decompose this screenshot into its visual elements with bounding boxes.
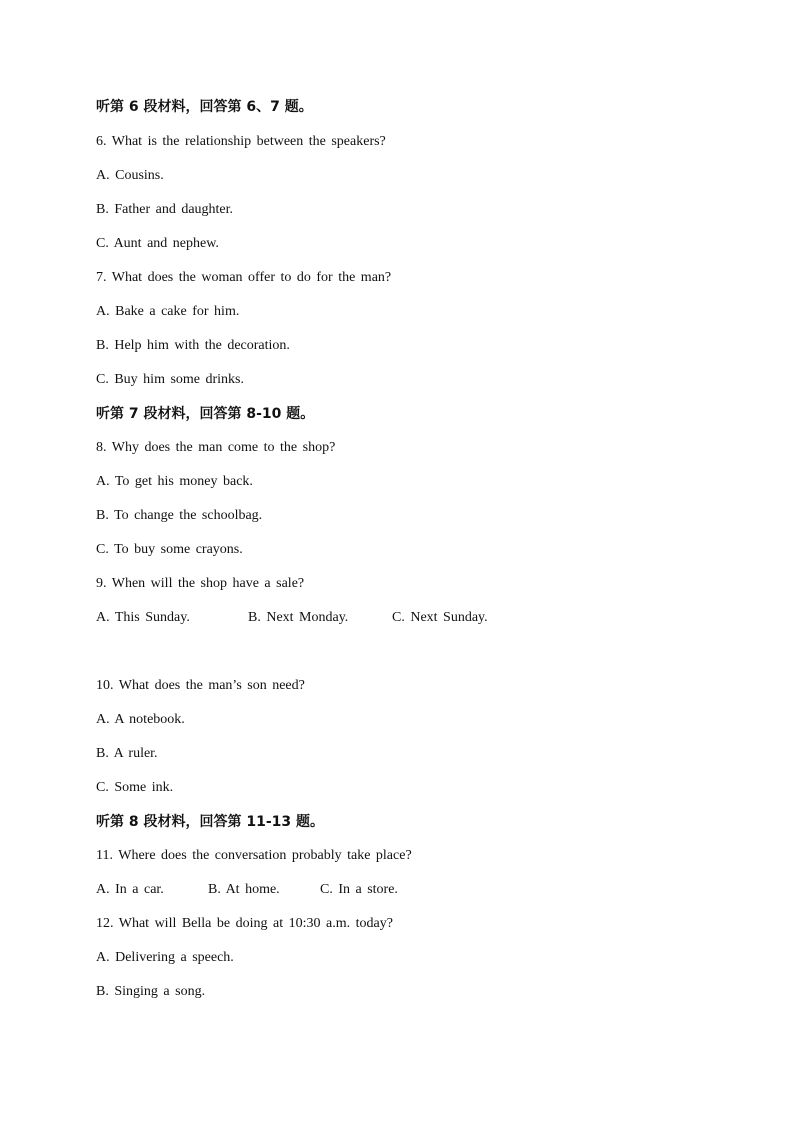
option-10a: A. A notebook. (96, 712, 185, 727)
section-heading: 听第 7 段材料，回答第 8-10 题。 (96, 406, 315, 422)
option-9a: A. This Sunday. (96, 610, 190, 625)
question-8: 8. Why does the man come to the shop? (96, 440, 336, 455)
option-7c: C. Buy him some drinks. (96, 372, 245, 387)
option-10b: B. A ruler. (96, 746, 158, 761)
section-heading: 听第 6 段材料，回答第 6、7 题。 (96, 99, 313, 115)
question-9: 9. When will the shop have a sale? (96, 576, 305, 591)
option-8b: B. To change the schoolbag. (96, 508, 263, 523)
option-10c: C. Some ink. (96, 780, 174, 795)
question-6: 6. What is the relationship between the speakers? (96, 134, 386, 149)
option-11c: C. In a store. (320, 882, 398, 897)
question-10: 10. What does the man’s son need? (96, 678, 305, 693)
option-12a: A. Delivering a speech. (96, 950, 234, 965)
option-12b: B. Singing a song. (96, 984, 206, 999)
section-heading: 听第 8 段材料，回答第 11-13 题。 (96, 814, 325, 830)
question-11: 11. Where does the conversation probably take place? (96, 848, 412, 863)
option-8a: A. To get his money back. (96, 474, 253, 489)
option-9b: B. Next Monday. (248, 610, 349, 625)
option-11b: B. At home. (208, 882, 280, 897)
option-6b: B. Father and daughter. (96, 202, 234, 217)
option-8c: C. To buy some crayons. (96, 542, 243, 557)
option-7a: A. Bake a cake for him. (96, 304, 240, 319)
option-6c: C. Aunt and nephew. (96, 236, 219, 251)
option-11a: A. In a car. (96, 882, 164, 897)
question-7: 7. What does the woman offer to do for the man? (96, 270, 392, 285)
option-9c: C. Next Sunday. (392, 610, 488, 625)
option-6a: A. Cousins. (96, 168, 164, 183)
option-7b: B. Help him with the decoration. (96, 338, 290, 353)
question-12: 12. What will Bella be doing at 10:30 a.m. today? (96, 916, 393, 931)
